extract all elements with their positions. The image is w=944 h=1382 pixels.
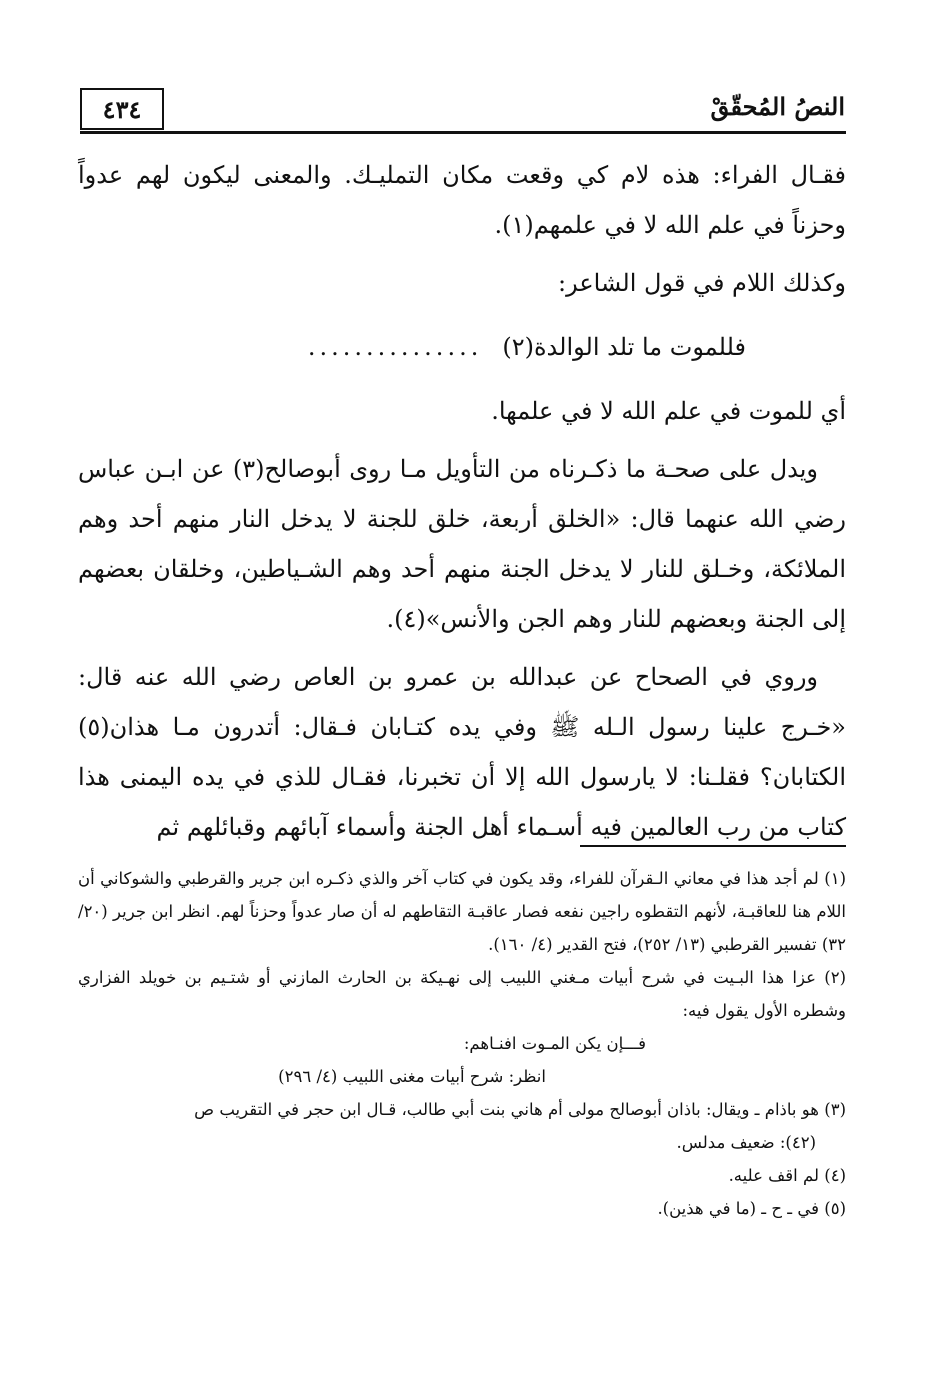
footnote-2-reference: انظر: شرح أبيات مغنى اللبيب (٤/ ٢٩٦) [278,1067,546,1086]
paragraph-3: أي للموت في علم الله لا في علمها. [491,397,846,425]
verse-line [78,322,846,372]
verse-dots: ............... [307,333,483,361]
paragraph-1: فقـال الفراء: هذه لام كي وقعت مكان التمليـك. والمعنى ليكون لهم عدواً وحزناً في علم الله لا في علمهم(١). [78,161,846,239]
header-rule [80,131,846,134]
footnote-2: (٢) عزا هذا البـيت في شرح أبيات مـغني اللبيب إلى نهـيكة بن الحارث المازني أو شتـيم بن خويلد الفزاري وشطره الأول يقول فيه: [78,968,846,1020]
page-header [80,88,845,134]
verse-text: فللموت ما تلد الوالدة(٢) [502,333,746,361]
footnote-rule [580,845,846,847]
paragraph-4: ويدل على صحـة ما ذكـرناه من التأويل مـا روى أبوصالح(٣) عن ابـن عباس رضي الله عنهما قال: «الخلق أربعة، خلق للجنة لا يدخل النار منهم أحد وهم الملائكة، وخـلق للنار لا يدخل الجنة منهم أحد وهم الشـياطين، وخلقان بعضهم إلى الجنة وبعضهم للنار وهم الجن والأنس»(٤). [78,455,846,633]
paragraph-5: وروي في الصحاح عن عبدالله بن عمرو بن العاص رضي الله عنه قال: «خـرج علينا رسول الـله ﷺ وفي يده كتـابان فـقال: أتدرون مـا هذان(٥) الكتابان؟ فقلـنا: لا يارسول الله إلا أن تخبرنا، فقـال للذي في يده اليمنى هذا كتاب من رب العالمين فيه أسـماء أهل الجنة وأسماء آبائهم وقبائلهم ثم [78,663,846,841]
footnote-2-verse: فـــإن يكن المـوت افنـاهم: [463,1034,646,1053]
footnote-1: (١) لم أجد هذا في معاني الـقرآن للفراء، وقد يكون في كتاب آخر والذي ذكـره ابن جرير والقرطبي والشوكاني أن اللام هنا للعاقبـة، لأنهم التقطوه راجين نفعه فصار عاقبـة التقاطهم له أن صار عدواً وحزناً لهم. انظر ابن جرير (٢٠/ ٣٢) تفسير القرطبي (١٣/ ٢٥٢)، فتح القدير (٤/ ١٦٠). [78,869,846,954]
footnote-3-continuation: (٤٢): ضعيف مدلس. [676,1133,816,1152]
page-number: ٤٣٤ [80,88,164,130]
footnotes [78,862,846,1225]
running-title: النصُ المُحقّقْ [710,92,845,121]
footnote-5: (٥) في ـ ح ـ (ما في هذين). [657,1199,846,1218]
footnote-3: (٣) هو باذام ـ ويقال: باذان أبوصالح مولى أم هاني بنت أبي طالب، قـال ابن حجر في التقريب ص [194,1100,846,1119]
footnote-4: (٤) لم اقف عليه. [728,1166,846,1185]
paragraph-2: وكذلك اللام في قول الشاعر: [558,269,846,297]
main-text [78,150,846,852]
